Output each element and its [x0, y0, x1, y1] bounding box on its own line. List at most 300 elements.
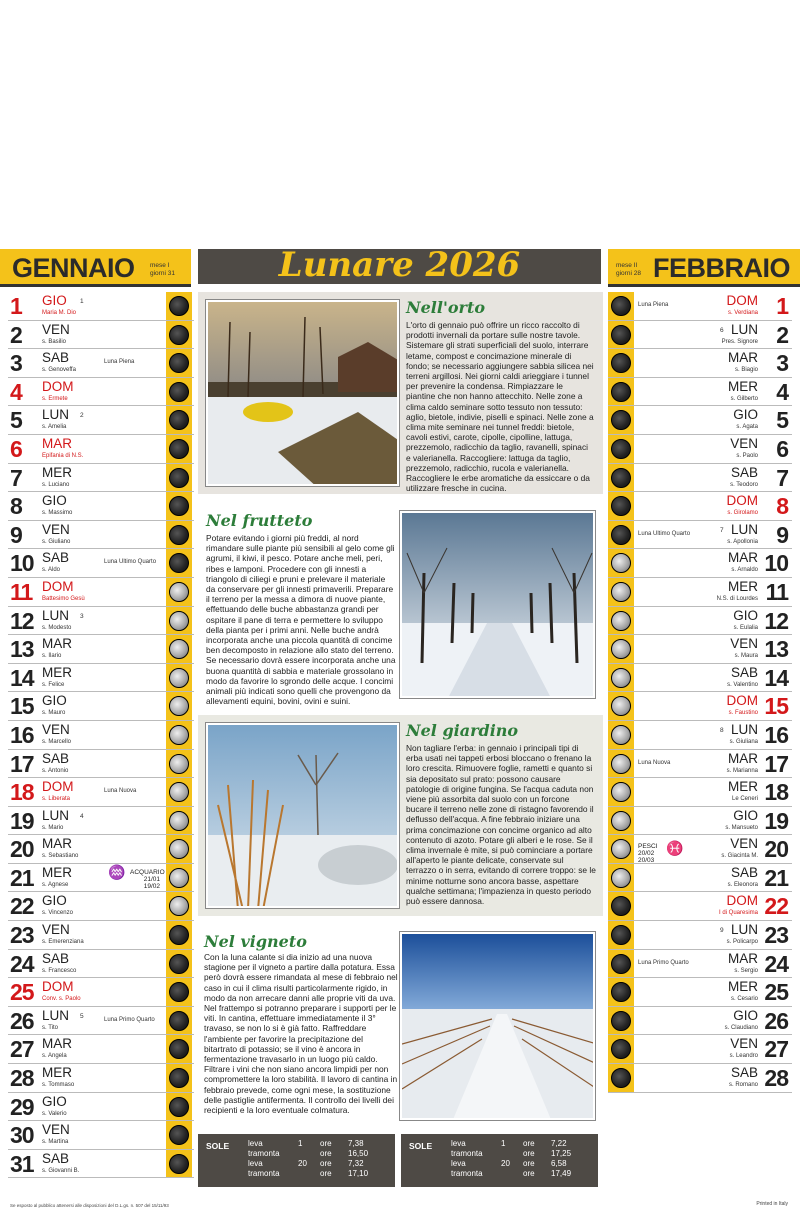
section-giardino [198, 715, 603, 916]
day-number: 9 [776, 521, 788, 548]
moon-phase-icon [169, 1125, 189, 1145]
day-row [8, 1150, 194, 1179]
moon-phase-icon [611, 954, 631, 974]
photo-vigneto [400, 932, 595, 1120]
day-number: 25 [10, 979, 34, 1006]
saint-name: s. Aldo [42, 567, 61, 574]
saint-name: s. Valerio [42, 1110, 67, 1117]
day-row [608, 349, 792, 378]
day-row [8, 950, 194, 979]
sun-hours-label: ore [320, 1149, 332, 1158]
saint-name: s. Verdiana [727, 310, 758, 316]
saint-name: Epifania di N.S. [42, 452, 84, 459]
day-row [8, 692, 194, 721]
day-number: 21 [764, 864, 788, 891]
sun-times-february [401, 1134, 598, 1187]
weekday: SAB [42, 1150, 70, 1166]
weekday: SAB [42, 750, 70, 766]
saint-name: Battesimo Gesù [42, 595, 85, 602]
month-meta: mese II giorni 28 [616, 262, 641, 277]
day-number: 28 [10, 1065, 34, 1092]
day-row [608, 435, 792, 464]
weekday: DOM [42, 578, 74, 594]
zodiac-to: 19/02 [143, 883, 160, 890]
weekday: MER [728, 578, 758, 594]
moon-phase-icon [611, 553, 631, 573]
saint-name: s. Arnaldo [731, 567, 758, 574]
weekday: VEN [42, 922, 70, 938]
moon-phase-icon [169, 496, 189, 516]
saint-name: s. Marcello [42, 738, 72, 745]
weekday: MAR [42, 836, 72, 852]
saint-name: s. Antonio [42, 767, 69, 774]
weekday: DOM [42, 378, 74, 394]
week-number: 7 [720, 526, 724, 534]
moon-phase-icon [611, 839, 631, 859]
sun-row [248, 1169, 388, 1179]
day-row [608, 292, 792, 321]
day-row [8, 1007, 194, 1036]
saint-name: s. Tito [42, 1024, 59, 1031]
day-number: 10 [10, 550, 34, 577]
day-number: 31 [10, 1150, 34, 1177]
section-vigneto [198, 924, 603, 1128]
moon-phase-icon [169, 582, 189, 602]
saint-name: s. Mario [42, 824, 64, 831]
moon-phase-icon [611, 325, 631, 345]
sun-time: 17,10 [348, 1169, 369, 1178]
sun-hours-label: ore [523, 1159, 535, 1168]
day-row [8, 864, 194, 893]
sun-day: 1 [298, 1139, 303, 1148]
day-number: 26 [10, 1007, 34, 1034]
sun-times [198, 1134, 602, 1187]
week-number: 8 [720, 726, 724, 734]
weekday: MER [728, 979, 758, 995]
day-number: 14 [764, 664, 788, 691]
day-row [8, 892, 194, 921]
weekday: DOM [726, 893, 758, 909]
day-row [8, 1064, 194, 1093]
day-row [608, 1035, 792, 1064]
moon-phase-note: Luna Nuova [104, 788, 137, 795]
day-number: 3 [776, 350, 788, 377]
weekday: LUN [42, 407, 70, 423]
day-row [8, 521, 194, 550]
sun-day: 20 [298, 1159, 307, 1168]
saint-name: s. Liberata [42, 796, 71, 803]
weekday: MER [728, 779, 758, 795]
sun-row [248, 1139, 388, 1149]
moon-phase-icon [169, 525, 189, 545]
moon-phase-icon [611, 639, 631, 659]
footer-printed: Printed in Italy [756, 1201, 788, 1207]
day-number: 14 [10, 664, 34, 691]
weekday: SAB [730, 664, 758, 680]
day-number: 9 [10, 521, 22, 548]
day-row [608, 607, 792, 636]
saint-name: s. Girolamo [727, 510, 758, 517]
day-row [8, 664, 194, 693]
moon-phase-icon [169, 811, 189, 831]
saint-name: N.S. di Lourdes [716, 595, 758, 602]
saint-name: s. Amelia [42, 424, 67, 431]
weekday: VEN [42, 521, 70, 537]
sun-hours-label: ore [523, 1169, 535, 1178]
moon-phase-icon [169, 296, 189, 316]
sun-hours-label: ore [320, 1169, 332, 1178]
saint-name: s. Martina [42, 1139, 69, 1146]
moon-phase-icon [611, 696, 631, 716]
moon-phase-icon [169, 782, 189, 802]
moon-phase-icon [611, 296, 631, 316]
weekday: GIO [733, 407, 758, 423]
week-number: 9 [720, 927, 724, 935]
weekday: LUN [42, 1007, 70, 1023]
weekday: VEN [730, 636, 758, 652]
day-row [608, 492, 792, 521]
saint-name: s. Paolo [736, 452, 758, 459]
moon-phase-icon [611, 811, 631, 831]
day-number: 25 [764, 979, 788, 1006]
saint-name: Le Ceneri [731, 796, 758, 803]
moon-phase-icon [169, 611, 189, 631]
sun-event: leva [248, 1159, 263, 1168]
moon-phase-icon [169, 553, 189, 573]
day-number: 8 [776, 493, 788, 520]
moon-phase-icon [169, 410, 189, 430]
zodiac-sign: PESCI [638, 843, 658, 850]
sun-event: tramonta [248, 1169, 280, 1178]
photo-orto [206, 300, 399, 486]
photo-frutteto [400, 511, 595, 698]
weekday: MER [728, 378, 758, 394]
section-title: Nel frutteto [206, 511, 313, 530]
section-text: L'orto di gennaio può offrire un ricco raccolto di prodotti invernali da portare sulle nostre tavole. Sistemare gli strati superficiali del suolo, interrare letame, compost e concimazione minerale di fondo; se necessario aggiungere sabbia silicea nei terreni argillosi. Nei giorni caldi arieggiare i tunnel per prevenire la condensa. Rimpiazzare le piantine che non hanno attecchito. Nelle zone a clima caldo seminare sotto tessuto non tessuto: aglio, bietole, indivie, piselli e spinaci. Nelle zone a clima mite seminare nei tunnel freddi: bietole, cavoli estivi, carote, cipolle, cipolline, lattuga, prezzemolo, radicchio da taglio, ravanelli, spinaci e valerianella. Raccogliere: lattuga da taglio, prezzemolo, radicchio, rucola e valerianella. Raccogliere le erbe aromatiche da essiccare o da utilizzare fresche in cucina. [406, 320, 594, 494]
moon-phase-icon [169, 1097, 189, 1117]
weekday: LUN [42, 607, 70, 623]
sun-event: leva [451, 1139, 466, 1148]
day-row [8, 778, 194, 807]
month-meta: mese I giorni 31 [150, 262, 175, 277]
section-orto [198, 292, 603, 494]
month-header-february [608, 249, 800, 287]
moon-phase-icon [611, 725, 631, 745]
moon-phase-icon [169, 668, 189, 688]
day-number: 6 [10, 435, 22, 462]
section-title: Nel vigneto [204, 932, 307, 951]
moon-phase-icon [611, 496, 631, 516]
day-number: 7 [10, 464, 22, 491]
sun-label: SOLE [206, 1141, 230, 1151]
weekday: MAR [728, 550, 758, 566]
day-row [608, 807, 792, 836]
weekday: LUN [730, 521, 758, 537]
day-row [8, 978, 194, 1007]
weekday: MER [42, 1065, 72, 1081]
moon-phase-icon [169, 1039, 189, 1059]
weekday: GIO [42, 693, 67, 709]
moon-phase-icon [169, 353, 189, 373]
day-row [8, 492, 194, 521]
day-number: 5 [10, 407, 22, 434]
sun-time: 7,22 [551, 1139, 567, 1148]
day-number: 13 [764, 636, 788, 663]
day-row [608, 950, 792, 979]
day-number: 22 [764, 893, 788, 920]
day-number: 2 [776, 321, 788, 348]
day-row [8, 464, 194, 493]
page-title-bar [198, 245, 601, 285]
weekday: VEN [42, 321, 70, 337]
weekday: DOM [726, 693, 758, 709]
day-row [608, 692, 792, 721]
saint-name: s. Massimo [42, 510, 73, 517]
weekday: LUN [730, 922, 758, 938]
moon-phase-note: Luna Ultimo Quarto [104, 559, 157, 566]
weekday: DOM [42, 979, 74, 995]
day-row [8, 349, 194, 378]
day-number: 29 [10, 1093, 34, 1120]
week-number: 5 [80, 1012, 84, 1020]
day-number: 4 [10, 378, 22, 405]
moon-phase-icon [169, 754, 189, 774]
saint-name: s. Giuliana [729, 738, 758, 745]
january-days [8, 292, 194, 1178]
day-number: 11 [765, 578, 788, 605]
moon-phase-note: Luna Primo Quarto [104, 1016, 155, 1023]
sun-time: 17,25 [551, 1149, 572, 1158]
sun-row [248, 1149, 388, 1159]
moon-phase-icon [611, 382, 631, 402]
week-number: 3 [80, 612, 84, 620]
moon-phase-icon [611, 353, 631, 373]
saint-name: Maria M. Dio [42, 310, 77, 316]
saint-name: s. Genoveffa [42, 367, 76, 374]
zodiac-icon: ♒ [108, 864, 126, 880]
weekday: SAB [42, 950, 70, 966]
day-number: 28 [764, 1065, 788, 1092]
sun-time: 17,49 [551, 1169, 572, 1178]
weekday: GIO [42, 293, 67, 308]
saint-name: s. Giovanni B. [42, 1167, 80, 1174]
saint-name: s. Sergio [734, 967, 758, 974]
section-text: Potare evitando i giorni più freddi, al nord rimandare sulle piante più sensibili al gelo come gli agrumi, il kiwi, il pesco. Potare anche meli, peri, ribes e lamponi. Procedere con gli innesti a triangolo di ciliegi e pruni e prelevare il materiale da conservare per gli innesti primaverili. Preparare il terreno per la messa a dimora di nuove piante, effettuando delle buche abbastanza grandi per ospitare il pane di terra e permettere lo sviluppo della pianta per i primi anni. Nelle buche andrà incorporata anche una piccola quantità di concime ben decomposto in relazione allo stato del terreno. Se necessario dovrà essere incorporata anche una buona quantità di sabbia e materiale grossolano in modo da favorire lo sgrondo delle acque. I concimi animali più indicati sono quelli che provengono da allevamenti equini, bovini, ovini e suini. [206, 533, 396, 707]
day-number: 22 [10, 893, 34, 920]
day-number: 18 [764, 779, 788, 806]
day-row [8, 835, 194, 864]
day-number: 23 [764, 922, 788, 949]
weekday: MER [42, 664, 72, 680]
weekday: VEN [42, 721, 70, 737]
saint-name: s. Claudiano [724, 1024, 758, 1031]
weekday: SAB [42, 350, 70, 366]
day-row [8, 378, 194, 407]
sun-time: 7,32 [348, 1159, 364, 1168]
weekday: DOM [726, 493, 758, 509]
saint-name: s. Policarpo [726, 939, 758, 946]
weekday: SAB [730, 864, 758, 880]
day-number: 7 [776, 464, 788, 491]
section-title: Nell'orto [406, 298, 486, 317]
saint-name: s. Leandro [729, 1053, 758, 1060]
week-number: 1 [80, 298, 84, 305]
saint-name: Pres. Signore [721, 338, 758, 345]
day-row [8, 807, 194, 836]
zodiac-to: 20/03 [638, 857, 655, 864]
day-number: 20 [10, 836, 34, 863]
day-number: 16 [10, 721, 34, 748]
section-text: Non tagliare l'erba: in gennaio i principali tipi di erba usati nei tappeti erbosi bloccano o frenano la loro crescita. Rimuovere foglie, rametti e quanto si sia depositato sul prato: possono causare patologie di origine fungina. Se l'acqua caduta non viene più assorbita dal suolo con un forcone bucare il terreno nelle zone di ristagno favorendo il deflusso dell'acqua. A fine febbraio iniziare una prima concimazione con concime organico ad alto contenuto di azoto. Potare gli alberi e le rose. Se il clima invernale è mite, si può cominciare a portare all'aperto le piante delicate, conservate sul terrazzo o in serra, evitando di correre troppo: se le minime notturne sono ancora basse, aspettare qualche settimana; l'impazienza in questo periodo può essere dannosa. [406, 743, 596, 907]
weekday: GIO [733, 807, 758, 823]
day-number: 30 [10, 1122, 34, 1149]
day-number: 27 [764, 1036, 788, 1063]
saint-name: s. Angela [42, 1053, 67, 1060]
moon-phase-icon [611, 754, 631, 774]
moon-phase-icon [169, 868, 189, 888]
page-title: Lunare 2026 [278, 245, 521, 285]
day-number: 27 [10, 1036, 34, 1063]
day-number: 2 [10, 321, 22, 348]
day-number: 15 [10, 693, 34, 720]
day-row [8, 1121, 194, 1150]
day-number: 21 [10, 864, 34, 891]
moon-phase-note: Luna Piena [104, 359, 135, 366]
saint-name: s. Teodoro [730, 481, 758, 488]
day-number: 18 [10, 779, 34, 806]
day-row [608, 521, 792, 550]
week-number: 4 [80, 812, 84, 820]
weekday: MER [42, 864, 72, 880]
february-days [608, 292, 792, 1093]
sun-row [451, 1149, 591, 1159]
weekday: MAR [42, 636, 72, 652]
day-number: 15 [764, 693, 788, 720]
moon-phase-icon [169, 725, 189, 745]
photo-giardino [206, 723, 399, 908]
saint-name: s. Cesario [730, 996, 758, 1003]
day-row [8, 607, 194, 636]
day-number: 12 [764, 607, 788, 634]
moon-phase-icon [169, 1154, 189, 1174]
sun-event: leva [451, 1159, 466, 1168]
saint-name: s. Eleonora [727, 881, 758, 888]
weekday: DOM [726, 293, 758, 308]
sun-day: 1 [501, 1139, 506, 1148]
moon-phase-icon [169, 925, 189, 945]
day-number: 3 [10, 350, 22, 377]
moon-phase-icon [611, 1011, 631, 1031]
sun-event: tramonta [248, 1149, 280, 1158]
day-number: 6 [776, 435, 788, 462]
day-number: 11 [10, 578, 33, 605]
moon-phase-icon [169, 954, 189, 974]
saint-name: s. Ilario [42, 653, 62, 660]
day-row [608, 464, 792, 493]
moon-phase-icon [611, 896, 631, 916]
moon-phase-icon [169, 1068, 189, 1088]
day-row [608, 664, 792, 693]
moon-phase-icon [611, 868, 631, 888]
sun-hours-label: ore [320, 1159, 332, 1168]
moon-phase-icon [169, 468, 189, 488]
week-number: 2 [80, 412, 84, 420]
section-title: Nel giardino [406, 721, 519, 740]
week-number: 6 [720, 326, 724, 334]
day-row [608, 778, 792, 807]
moon-phase-icon [169, 382, 189, 402]
day-row [8, 1035, 194, 1064]
sun-hours-label: ore [523, 1149, 535, 1158]
saint-name: s. Mansueto [725, 824, 758, 831]
weekday: GIO [42, 893, 67, 909]
day-row [8, 635, 194, 664]
moon-phase-icon [169, 439, 189, 459]
day-row [608, 978, 792, 1007]
moon-phase-icon [611, 611, 631, 631]
day-number: 24 [764, 950, 788, 977]
sun-time: 7,38 [348, 1139, 364, 1148]
weekday: SAB [730, 464, 758, 480]
day-row [8, 406, 194, 435]
saint-name: s. Giuliano [42, 538, 71, 545]
sun-time: 6,58 [551, 1159, 567, 1168]
day-row [608, 721, 792, 750]
day-row [8, 549, 194, 578]
day-number: 1 [10, 293, 22, 319]
month-name: GENNAIO [12, 253, 135, 283]
moon-phase-icon [611, 1039, 631, 1059]
day-row [8, 435, 194, 464]
day-row [608, 321, 792, 350]
saint-name: s. Valentino [727, 681, 758, 688]
moon-phase-icon [169, 982, 189, 1002]
weekday: GIO [42, 1093, 67, 1109]
saint-name: s. Eulalia [733, 624, 758, 631]
moon-phase-icon [611, 468, 631, 488]
day-row [608, 635, 792, 664]
day-number: 20 [764, 836, 788, 863]
moon-phase-icon [611, 982, 631, 1002]
weekday: VEN [730, 836, 758, 852]
sun-row [451, 1159, 591, 1169]
sun-event: tramonta [451, 1149, 483, 1158]
moon-phase-icon [611, 410, 631, 430]
saint-name: s. Basilio [42, 338, 67, 345]
month-name: FEBBRAIO [653, 253, 790, 283]
day-number: 1 [776, 293, 788, 319]
sun-event: tramonta [451, 1169, 483, 1178]
weekday: LUN [42, 807, 70, 823]
day-number: 17 [764, 750, 788, 777]
day-row [608, 892, 792, 921]
weekday: MAR [42, 1036, 72, 1052]
day-number: 23 [10, 922, 34, 949]
saint-name: s. Emerenziana [42, 939, 84, 946]
day-row [8, 1093, 194, 1122]
day-row [608, 921, 792, 950]
saint-name: s. Luciano [42, 481, 70, 488]
moon-phase-note: Luna Piena [638, 302, 669, 308]
saint-name: s. Modesto [42, 624, 72, 631]
weekday: MAR [728, 950, 758, 966]
section-text: Con la luna calante si dia inizio ad una nuova stagione per il vigneto a partire dalla potatura. Essa però dovrà essere rimandata al mese di febbraio nel caso in cui il clima risulti particolarmente rigido, in modo da non arrecare danni alle proprie viti da uva. Nel frattempo si potranno preparare i supporti per le viti. In cantina, effettuare immediatamente il 3° travaso, se non lo si è già fatto. Raffreddare l'ambiente per favorire la precipitazione del bitartrato di potassio; se il vino è ancora in fermentazione travasarlo in un luogo più caldo. Filtrare i vini che non siano ancora limpidi per non compromettere la loro stabilità. Il lavoro di cantina in febbraio prevede, come ogni mese, la sostituzione delle pastiglie antifermenta. Il controllo dei livelli dei recipienti e la loro eventuale colmatura. [204, 952, 398, 1116]
day-row [608, 578, 792, 607]
day-number: 4 [776, 378, 788, 405]
saint-name: s. Apollonia [727, 538, 758, 545]
moon-phase-icon [611, 782, 631, 802]
day-row [8, 578, 194, 607]
